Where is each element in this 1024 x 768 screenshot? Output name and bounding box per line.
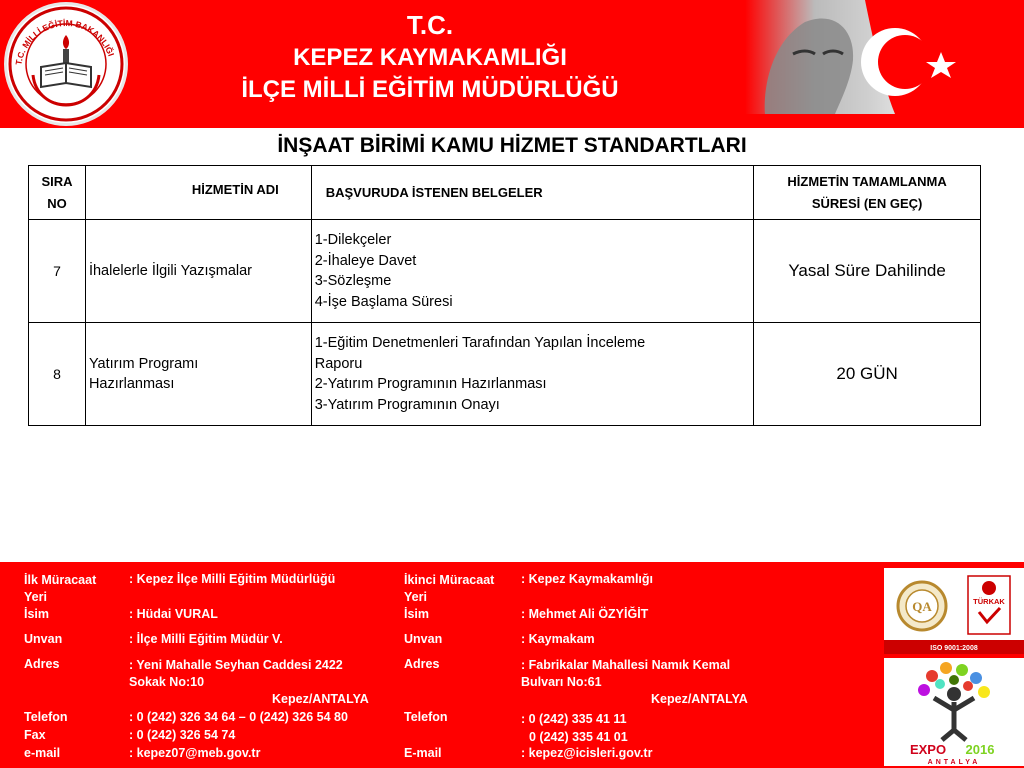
expo-tree-icon bbox=[884, 658, 1024, 766]
header-no: NO bbox=[47, 195, 67, 211]
value-phone-right: : 0 (242) 335 41 11 0 (242) 335 41 01 bbox=[521, 712, 628, 744]
svg-text:QA: QA bbox=[912, 599, 932, 614]
table-row bbox=[29, 323, 981, 426]
value-email-left[interactable]: : kepez07@meb.gov.tr bbox=[129, 746, 261, 760]
header-completion-time bbox=[754, 166, 981, 220]
header-required-docs: BAŞVURUDA İSTENEN BELGELER bbox=[311, 166, 753, 220]
header-time-line2: SÜRESİ (EN GEÇ) bbox=[811, 195, 923, 211]
header-service-name: HİZMETİN ADI bbox=[85, 166, 311, 220]
label-phone-right: Telefon bbox=[404, 710, 448, 724]
label-name-left: İsim bbox=[24, 607, 50, 621]
doc-item: 1-Eğitim Denetmenleri Tarafından Yapılan İnceleme bbox=[314, 335, 646, 351]
svg-text:ANTALYA: ANTALYA bbox=[927, 759, 981, 766]
label-name-right: İsim bbox=[404, 607, 430, 621]
doc-item: Raporu bbox=[314, 355, 363, 372]
svg-text:ISO 9001:2008: ISO 9001:2008 bbox=[930, 645, 978, 652]
svg-text:T.C. MİLLİ EĞİTİM BAKANLIĞI: T.C. MİLLİ EĞİTİM BAKANLIĞI bbox=[13, 17, 117, 66]
header-line-tc: T.C. bbox=[406, 10, 454, 40]
table-row bbox=[29, 220, 981, 323]
row-required-docs bbox=[311, 220, 753, 323]
row-number: 7 bbox=[29, 220, 86, 323]
certification-badges bbox=[884, 568, 1024, 654]
header-line-directorate: İLÇE MİLLİ EĞİTİM MÜDÜRLÜĞÜ bbox=[241, 76, 619, 103]
service-name-line: İhalelerle İlgili Yazışmalar bbox=[88, 263, 253, 279]
svg-text:2016: 2016 bbox=[965, 742, 995, 757]
doc-item: 1-Dilekçeler bbox=[314, 232, 392, 248]
row-service-name bbox=[85, 220, 311, 323]
value-address-left: : Yeni Mahalle Seyhan Caddesi 2422 Sokak No:10 Kepez/ANTALYA bbox=[129, 658, 369, 706]
row-completion-time: Yasal Süre Dahilinde bbox=[754, 220, 981, 323]
service-name-line: Yatırım Programı bbox=[88, 356, 199, 372]
label-second-application: İkinci Müracaat Yeri bbox=[404, 573, 495, 604]
value-phone-left: : 0 (242) 326 34 64 – 0 (242) 326 54 80 bbox=[129, 710, 348, 724]
label-title-left: Unvan bbox=[24, 632, 63, 646]
contact-footer bbox=[0, 562, 1024, 768]
value-name-right: : Mehmet Ali ÖZYİĞİT bbox=[521, 607, 649, 621]
label-email-right: E-mail bbox=[404, 746, 442, 760]
service-standards-table bbox=[28, 165, 981, 426]
header-banner bbox=[0, 0, 1024, 128]
label-address-left: Adres bbox=[24, 657, 60, 671]
doc-item: 2-Yatırım Programının Hazırlanması bbox=[314, 376, 547, 392]
header-titles bbox=[160, 8, 700, 106]
qa-turkak-iso-icon bbox=[884, 568, 1024, 654]
portrait-and-flag-icon bbox=[745, 0, 1024, 114]
value-email-right[interactable]: : kepez@icisleri.gov.tr bbox=[521, 746, 653, 760]
svg-text:EXPO: EXPO bbox=[909, 742, 947, 757]
doc-item: 4-İşe Başlama Süresi bbox=[314, 293, 453, 310]
header-time-line1: HİZMETİN TAMAMLANMA bbox=[787, 173, 947, 189]
doc-item: 2-İhaleye Davet bbox=[314, 252, 417, 269]
svg-text:TÜRKAK: TÜRKAK bbox=[973, 597, 1005, 606]
doc-item: 3-Yatırım Programının Onayı bbox=[314, 396, 500, 413]
row-required-docs bbox=[311, 323, 753, 426]
table-header-row bbox=[29, 166, 981, 220]
label-phone-left: Telefon bbox=[24, 710, 68, 724]
row-completion-time: 20 GÜN bbox=[754, 323, 981, 426]
value-first-application: : Kepez İlçe Milli Eğitim Müdürlüğü bbox=[129, 572, 336, 586]
row-number: 8 bbox=[29, 323, 86, 426]
ministry-logo bbox=[4, 2, 128, 126]
label-fax-left: Fax bbox=[24, 728, 46, 742]
value-fax-left: : 0 (242) 326 54 74 bbox=[129, 728, 236, 742]
value-name-left: : Hüdai VURAL bbox=[129, 607, 218, 621]
label-first-application: İlk Müracaat Yeri bbox=[24, 573, 97, 604]
header-sira-no bbox=[29, 166, 86, 220]
expo-2016-logo bbox=[884, 658, 1024, 766]
ministry-emblem-icon bbox=[7, 5, 125, 123]
row-service-name bbox=[85, 323, 311, 426]
doc-item: 3-Sözleşme bbox=[314, 273, 392, 289]
label-email-left: e-mail bbox=[24, 746, 61, 760]
label-title-right: Unvan bbox=[404, 632, 443, 646]
value-title-right: : Kaymakam bbox=[521, 632, 595, 646]
value-second-application: : Kepez Kaymakamlığı bbox=[521, 572, 653, 586]
header-line-district: KEPEZ KAYMAKAMLIĞI bbox=[293, 44, 567, 71]
service-name-line: Hazırlanması bbox=[88, 376, 175, 392]
label-address-right: Adres bbox=[404, 657, 440, 671]
header-sira: SIRA bbox=[41, 173, 73, 189]
value-address-right: : Fabrikalar Mahallesi Namık Kemal Bulvarı No:61 Kepez/ANTALYA bbox=[521, 658, 748, 706]
value-title-left: : İlçe Milli Eğitim Müdür V. bbox=[129, 632, 283, 646]
page-title: İNŞAAT BİRİMİ KAMU HİZMET STANDARTLARI bbox=[277, 134, 747, 157]
